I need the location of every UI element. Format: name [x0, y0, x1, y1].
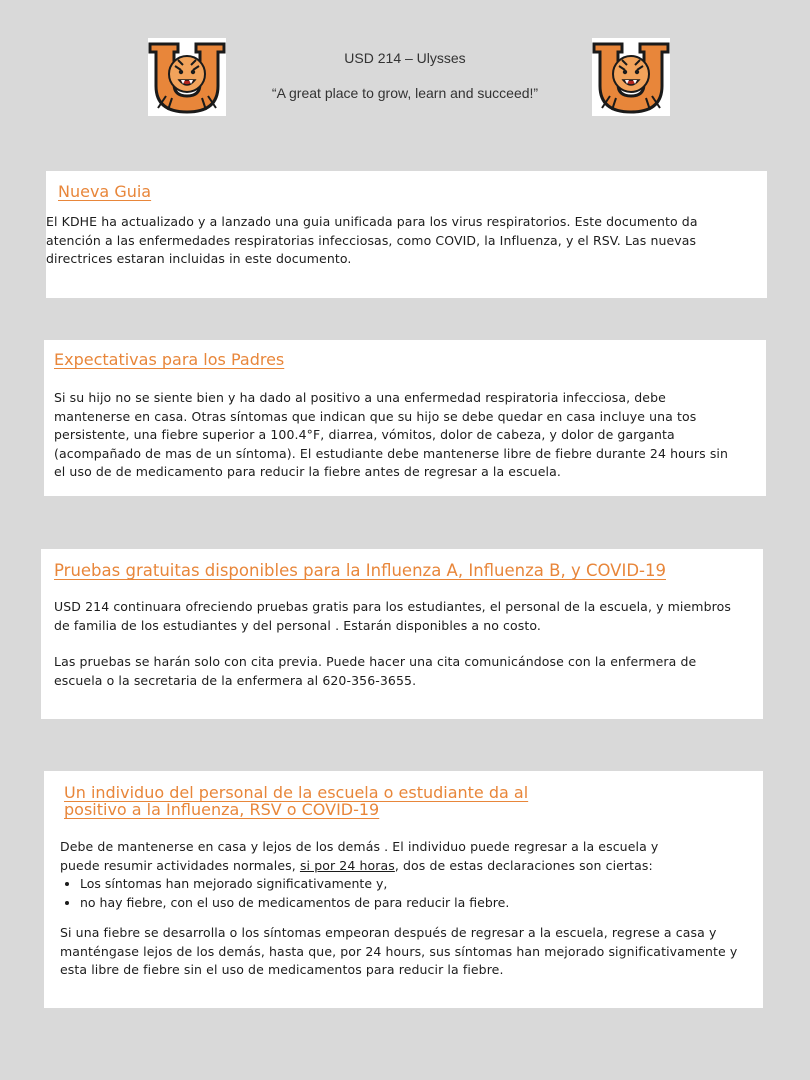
section-heading: Pruebas gratuitas disponibles para la Influenza A, Influenza B, y COVID-19	[54, 561, 666, 580]
section-body: Las pruebas se harán solo con cita previa. Puede hacer una cita comunicándose con la enfermera de escuela o la secretaria de la enfermera al 620-356-3655.	[54, 654, 697, 688]
district-name: USD 214 – Ulysses	[344, 50, 466, 66]
list-item: • Los síntomas han mejorado significativamente y,	[80, 875, 763, 894]
section-body: Si una fiebre se desarrolla o los síntomas empeoran después de regresar a la escuela, regrese a casa y manténgase lejos de los demás, hasta que, por 24 hours, sus síntomas han mejorado significativamente y esta libre de fiebre sin el uso de medicamentos para reducir la fiebre.	[60, 925, 738, 977]
bullet-list	[60, 875, 763, 912]
school-header	[230, 50, 580, 101]
tiger-logo-left	[148, 38, 226, 116]
section-heading: Un individuo del personal de la escuela o estudiante da al positivo a la Influenza, RSV o COVID-19	[64, 783, 529, 819]
section-heading: Expectativas para los Padres	[54, 350, 285, 369]
section-body: USD 214 continuara ofreciendo pruebas gratis para los estudiantes, el personal de la escuela, y miembros de familia de los estudiantes y del personal . Estarán disponibles a no costo.	[54, 599, 731, 633]
tiger-u-logo-icon	[592, 38, 670, 116]
body-text: Debe de mantenerse en casa y lejos de los demás . El individuo puede regresar a la escuela y puede resumir actividades normales,	[60, 839, 659, 873]
tiger-u-logo-icon	[148, 38, 226, 116]
section-individuo-positivo	[44, 771, 763, 1008]
body-text: , dos de estas declaraciones son ciertas:	[394, 857, 653, 873]
section-body: Si su hijo no se siente bien y ha dado al positivo a una enfermedad respiratoria infecciosa, debe mantenerse en casa. Otras síntomas que indican que su hijo se debe quedar en casa incluye una tos persistente, una fiebre superior a 100.4°F, diarrea, vómitos, dolor de cabeza, y dolor de garganta (acompañado de mas de un síntoma). El estudiante debe mantenerse libre de fiebre durante 24 hours sin el uso de de medicamento para reducir la fiebre antes de regresar a la escuela.	[54, 390, 729, 479]
section-body	[60, 838, 680, 875]
section-pruebas-gratuitas	[41, 549, 763, 719]
section-heading: Nueva Guia	[58, 182, 152, 201]
list-item: • no hay fiebre, con el uso de medicamentos de para reducir la fiebre.	[80, 894, 763, 913]
section-nueva-guia	[46, 171, 767, 298]
school-motto: “A great place to grow, learn and succeed!”	[271, 85, 539, 101]
section-expectativas	[44, 340, 766, 496]
tiger-logo-right	[592, 38, 670, 116]
section-body: El KDHE ha actualizado y a lanzado una guia unificada para los virus respiratorios. Este documento da atención a las enfermedades respiratorias infecciosas, como COVID, la Influenza, y el RSV. Las nuevas directrices estaran incluidas in este documento.	[46, 214, 698, 266]
underlined-text: si por 24 horas	[299, 857, 395, 873]
